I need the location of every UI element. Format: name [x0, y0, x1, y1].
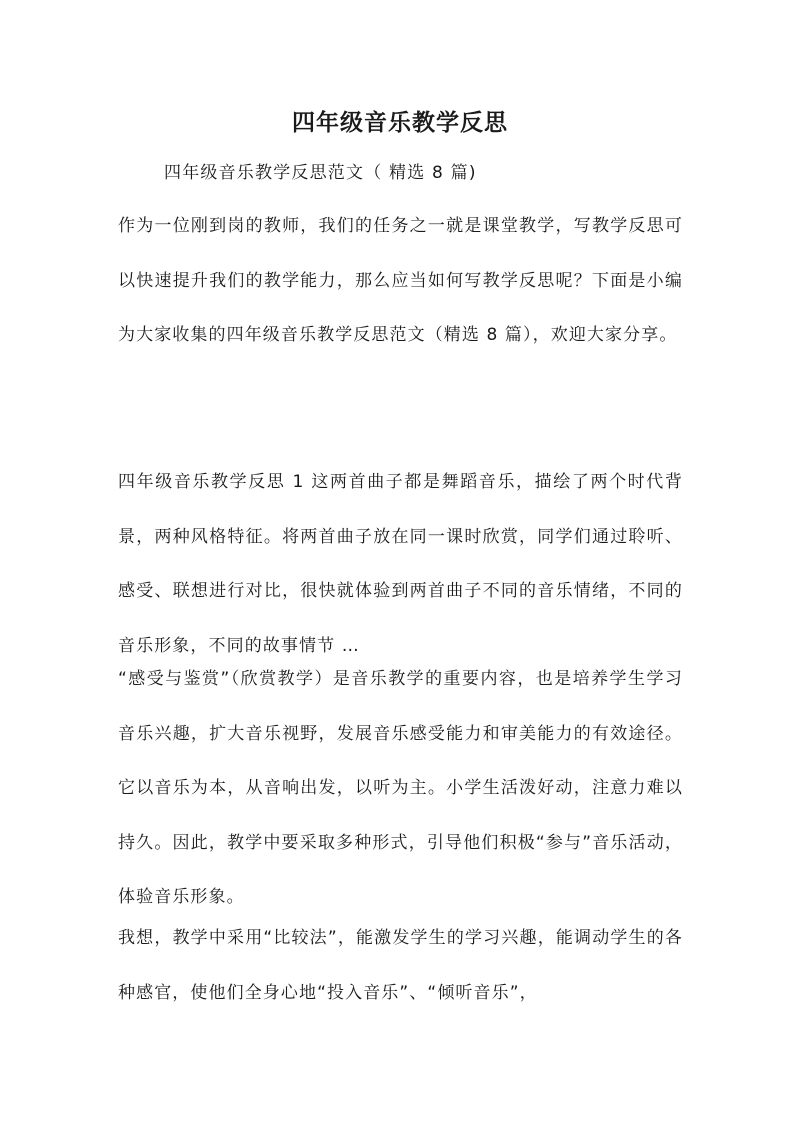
- paragraph-comparison-method: 我想，教学中采用“比较法”，能激发学生的学习兴趣，能调动学生的各种感官，使他们全身心地“投入音乐”、“倾听音乐”，: [118, 928, 683, 1003]
- subtitle: 四年级音乐教学反思范文（ 精选 8 篇): [164, 163, 477, 183]
- paragraph-reflection-1: 四年级音乐教学反思 1 这两首曲子都是舞蹈音乐，描绘了两个时代背景，两种风格特征。将两首曲子放在同一课时欣赏，同学们通过聆听、感受、联想进行对比，很快就体验到两首曲子不同的音乐情绪，不同的音乐形象，不同的故事情节 …: [118, 472, 683, 656]
- page-title: 四年级音乐教学反思: [292, 109, 508, 136]
- paragraph-appreciation: “感受与鉴赏”（欣赏教学）是音乐教学的重要内容，也是培养学生学习音乐兴趣，扩大音乐视野，发展音乐感受能力和审美能力的有效途径。它以音乐为本，从音响出发，以听为主。小学生活泼好动，注意力难以持久。因此，教学中要采取多种形式，引导他们积极“参与”音乐活动，体验音乐形象。: [118, 669, 683, 907]
- paragraph-intro: 作为一位刚到岗的教师，我们的任务之一就是课堂教学，写教学反思可以快速提升我们的教学能力，那么应当如何写教学反思呢？下面是小编为大家收集的四年级音乐教学反思范文（精选 8 篇），欢迎大家分享。: [118, 216, 683, 345]
